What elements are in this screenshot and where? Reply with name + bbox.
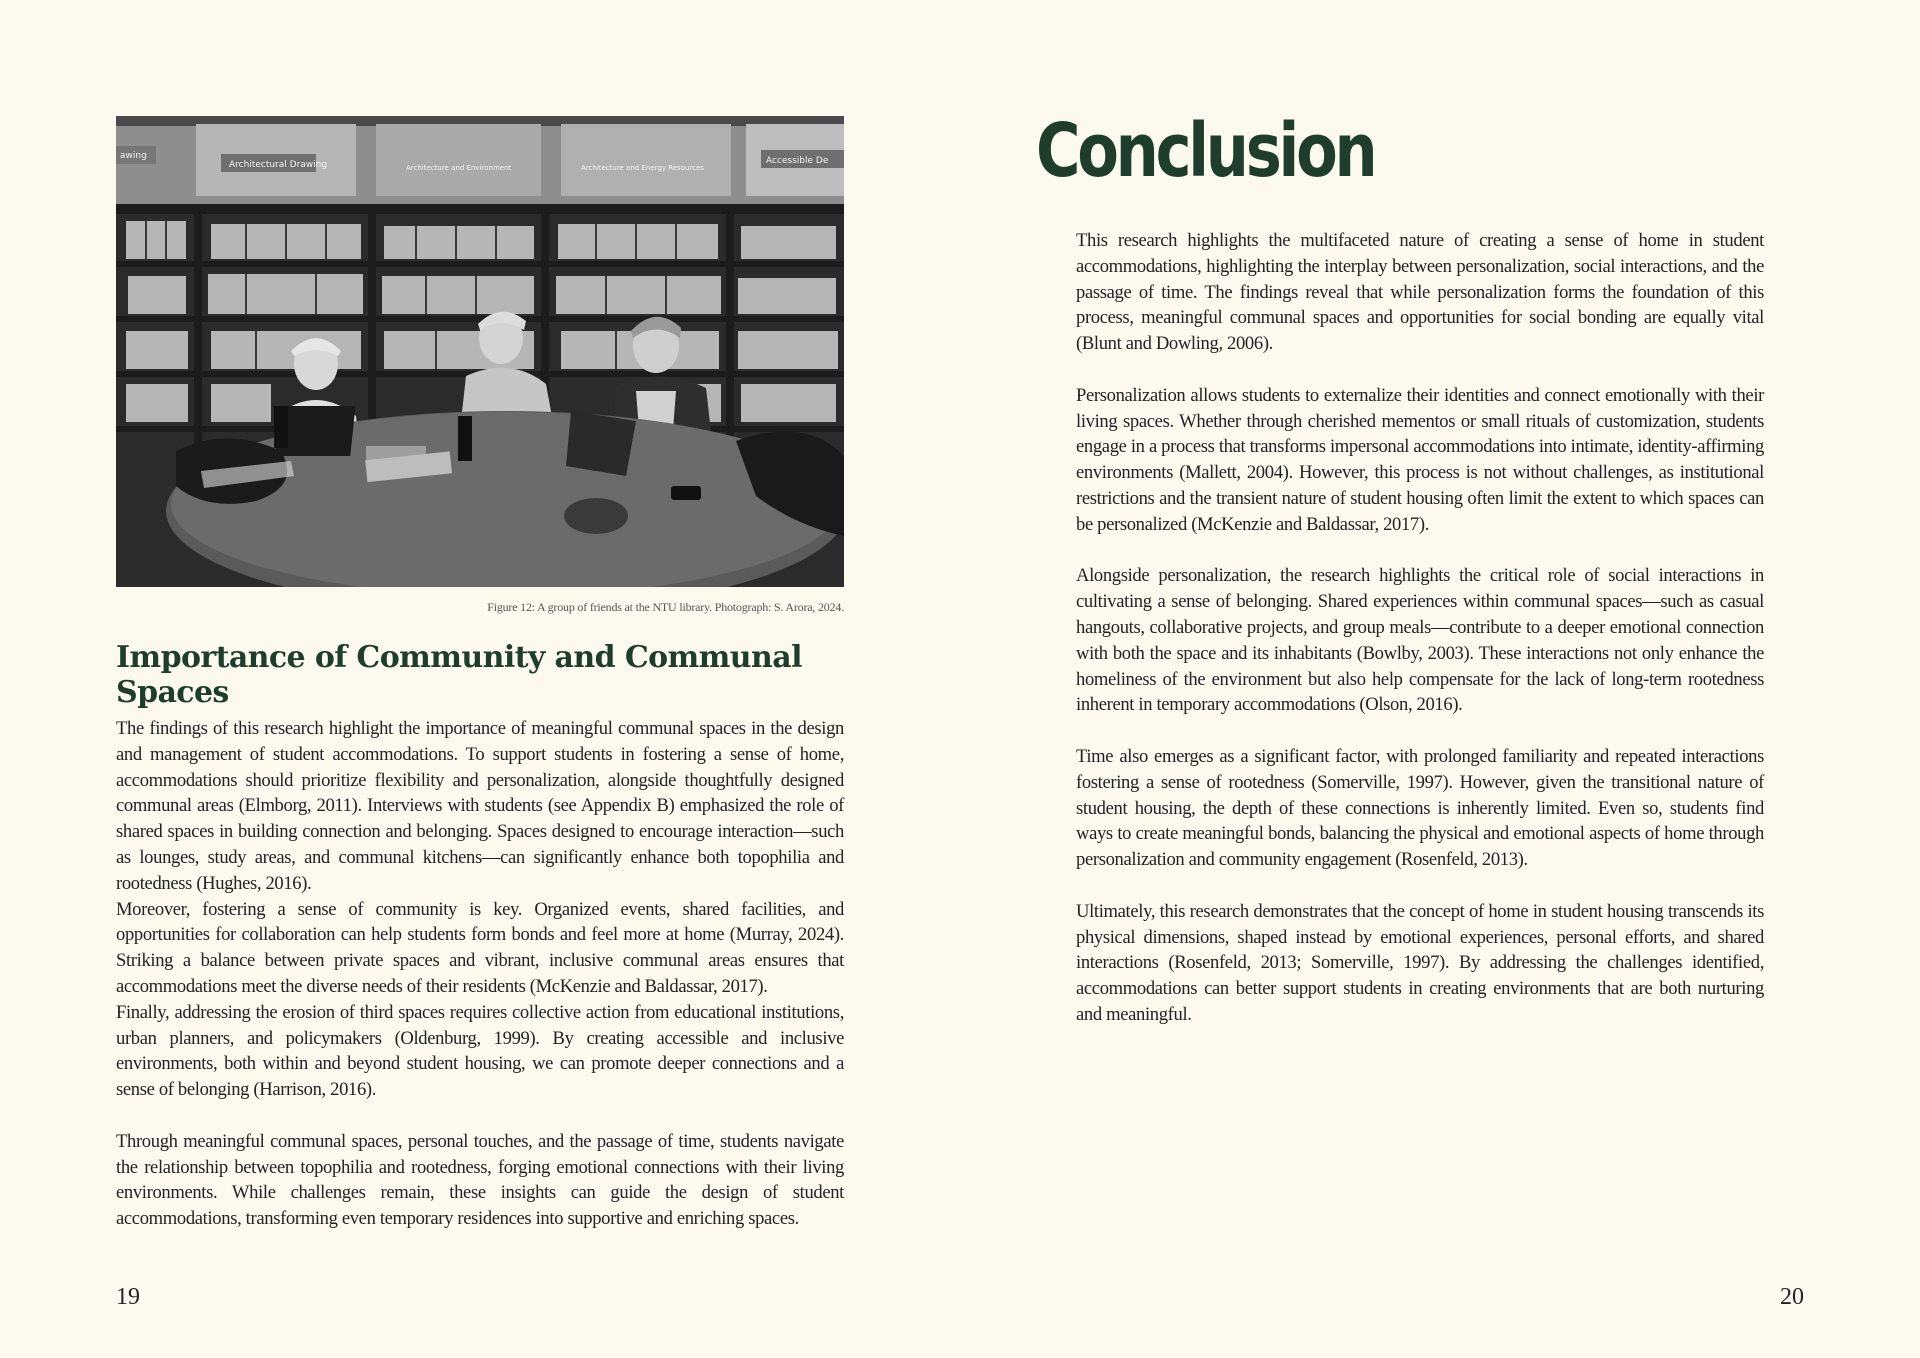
left-paragraph-3: Finally, addressing the erosion of third spaces requires collective action from educational institutions, urban planners, and policymakers (Oldenburg, 1999). By creating accessible and inclusive environments, both within and beyond student housing, we can promote deeper connections and a sense of belonging (Harrison, 2016). [116,1001,844,1101]
conclusion-title: Conclusion [1036,108,1375,194]
section-heading: Importance of Community and Communal Spaces [116,640,802,710]
sign-text-5: Accessible De [766,156,829,166]
sign-text-2: Architectural Drawing [229,160,328,170]
left-paragraph-2: Moreover, fostering a sense of community is key. Organized events, shared facilities, and opportunities for collaboration can help students form bonds and feel more at home (Murray, 2024). Striking a balance between private spaces and vibrant, inclusive communal areas ensures that accommodations meet the diverse needs of their residents (McKenzie and Baldassar, 2017). [116,898,844,997]
right-paragraph-4: Time also emerges as a significant factor, with prolonged familiarity and repeated interactions fostering a sense of rootedness (Somerville, 1997). However, given the transitional nature of student housing, the depth of these connections is inherently limited. Even so, students find ways to create meaningful bonds, balancing the physical and emotional aspects of home through personalization and community engagement (Rosenfeld, 2013). [1076,745,1764,871]
right-paragraph-3: Alongside personalization, the research highlights the critical role of social interactions in cultivating a sense of belonging. Shared experiences within communal spaces—such as casual hangouts, collaborative projects, and group meals—contribute to a deeper emotional connection with both the space and its inhabitants (Bowlby, 2003). These interactions not only enhance the homeliness of the environment but also help compensate for the lack of long-term rootedness inherent in temporary accommodations (Olson, 2016). [1076,565,1764,716]
right-body-text [1076,228,1764,1028]
left-body-text [116,716,844,1232]
left-paragraph-1: The findings of this research highlight the importance of meaningful communal spaces in the design and management of student accommodations. To support students in fostering a sense of home, accommodations should prioritize flexibility and personalization, alongside thoughtfully designed communal areas (Elmborg, 2011). Interviews with students (see Appendix B) emphasized the role of shared spaces in building connection and belonging. Spaces designed to encourage interaction—such as lounges, study areas, and communal kitchens—can significantly enhance both topophilia and rootedness (Hughes, 2016). [116,718,844,894]
right-paragraph-2: Personalization allows students to externalize their identities and connect emotionally with their living spaces. Whether through cherished mementos or small rituals of customization, students engage in a process that transforms impersonal accommodations into intimate, identity-affirming environments (Mallett, 2004). However, this process is not without challenges, as institutional restrictions and the transient nature of student housing often limit the extent to which spaces can be personalized (McKenzie and Baldassar, 2017). [1076,384,1764,535]
left-paragraph-4: Through meaningful communal spaces, personal touches, and the passage of time, students navigate the relationship between topophilia and rootedness, forging emotional connections with their living environments. While challenges remain, these insights can guide the design of student accommodations, transforming even temporary residences into supportive and enriching spaces. [116,1130,844,1230]
page-number-right: 20 [1780,1284,1804,1310]
sign-text-1: awing [120,151,147,161]
library-photo [116,116,844,587]
right-page [960,0,1920,1358]
library-photo-illustration [116,116,844,587]
sign-text-4: Architecture and Energy Resources [581,164,704,172]
figure-caption: Figure 12: A group of friends at the NTU library. Photograph: S. Arora, 2024. [487,600,844,614]
right-paragraph-5: Ultimately, this research demonstrates that the concept of home in student housing transcends its physical dimensions, shaped instead by emotional experiences, personal efforts, and shared interactions (Rosenfeld, 2013; Somerville, 1997). By addressing the challenges identified, accommodations can better support students in creating environments that are both nurturing and meaningful. [1076,900,1764,1025]
sign-text-3: Architecture and Environment [406,164,512,172]
right-paragraph-1: This research highlights the multifaceted nature of creating a sense of home in student accommodations, highlighting the interplay between personalization, social interactions, and the passage of time. The findings reveal that while personalization forms the foundation of this process, meaningful communal spaces and opportunities for social bonding are equally vital (Blunt and Dowling, 2006). [1076,230,1764,355]
page-number-left: 19 [116,1284,140,1310]
